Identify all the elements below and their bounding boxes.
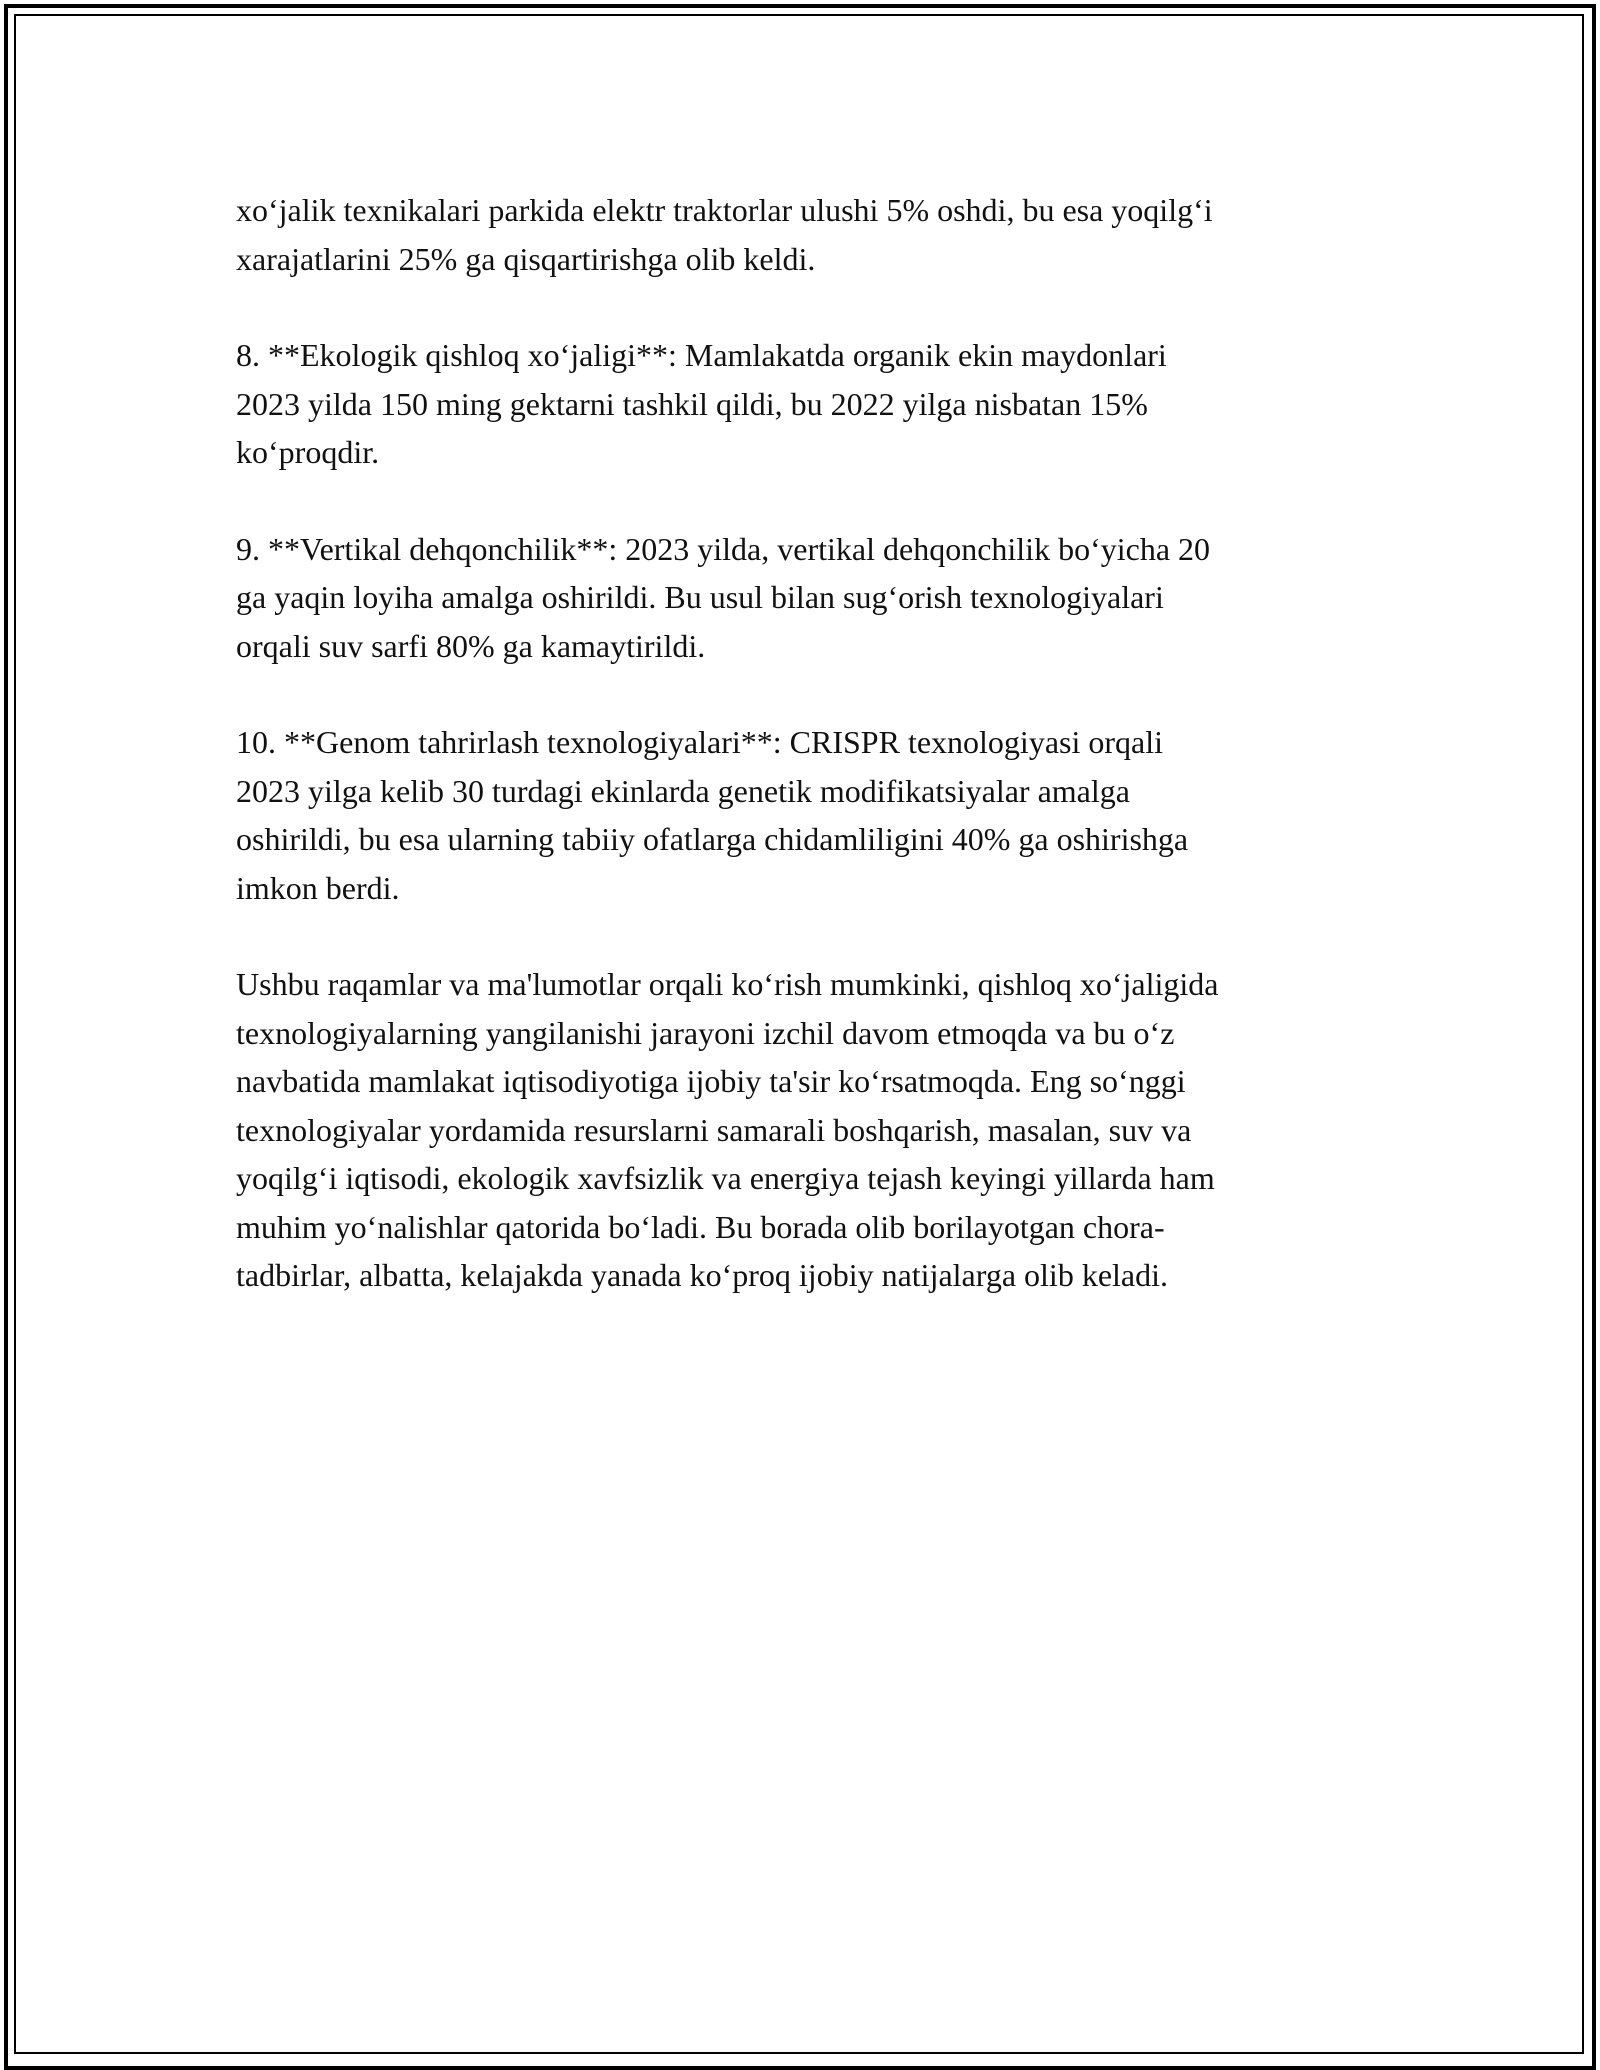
paragraph-genome-editing: 10. **Genom tahrirlash texnologiyalari**: CRISPR texnologiyasi orqali 2023 yilga kelib 30 turdagi ekinlarda genetik modifikatsiyalar amalga oshirildi, bu esa ularning tabiiy ofatlarga chidamliligini 40% ga oshirishga imkon berdi. [236,724,1189,906]
paragraph-electric-tractors: xo‘jalik texnikalari parkida elektr traktorlar ulushi 5% oshdi, bu esa yoqilg‘i xarajatlarini 25% ga qisqartirishga olib keldi. [236,192,1213,277]
paragraph-ecological-agriculture: 8. **Ekologik qishloq xo‘jaligi**: Mamlakatda organik ekin maydonlari 2023 yilda 150 ming gektarni tashkil qildi, bu 2022 yilga nisbatan 15% ko‘proqdir. [236,337,1167,470]
paragraph-vertical-farming: 9. **Vertikal dehqonchilik**: 2023 yilda, vertikal dehqonchilik bo‘yicha 20 ga yaqin loyiha amalga oshirildi. Bu usul bilan sug‘orish texnologiyalari orqali suv sarfi 80% ga kamaytirildi. [236,530,1211,664]
paragraph-conclusion: Ushbu raqamlar va ma'lumotlar orqali ko‘rish mumkinki, qishloq xo‘jaligida texnologiyalarning yangilanishi jarayoni izchil davom etmoqda va bu o‘z navbatida mamlakat iqtisodiyotiga ijobiy ta'sir ko‘rsatmoqda. Eng so‘nggi texnologiyalar yordamida resurslarni samarali boshqarish, masalan, suv va yoqilg‘i iqtisodi, ekologik xavfsizlik va energiya tejash keyingi yillarda ham muhim yo‘nalishlar qatorida bo‘ladi. Bu borada olib borilayotgan chora- tadbirlar, albatta, kelajakda yanada ko‘proq ijobiy natijalarga olib keladi. [236,966,1219,1293]
document-body [236,186,1366,1348]
